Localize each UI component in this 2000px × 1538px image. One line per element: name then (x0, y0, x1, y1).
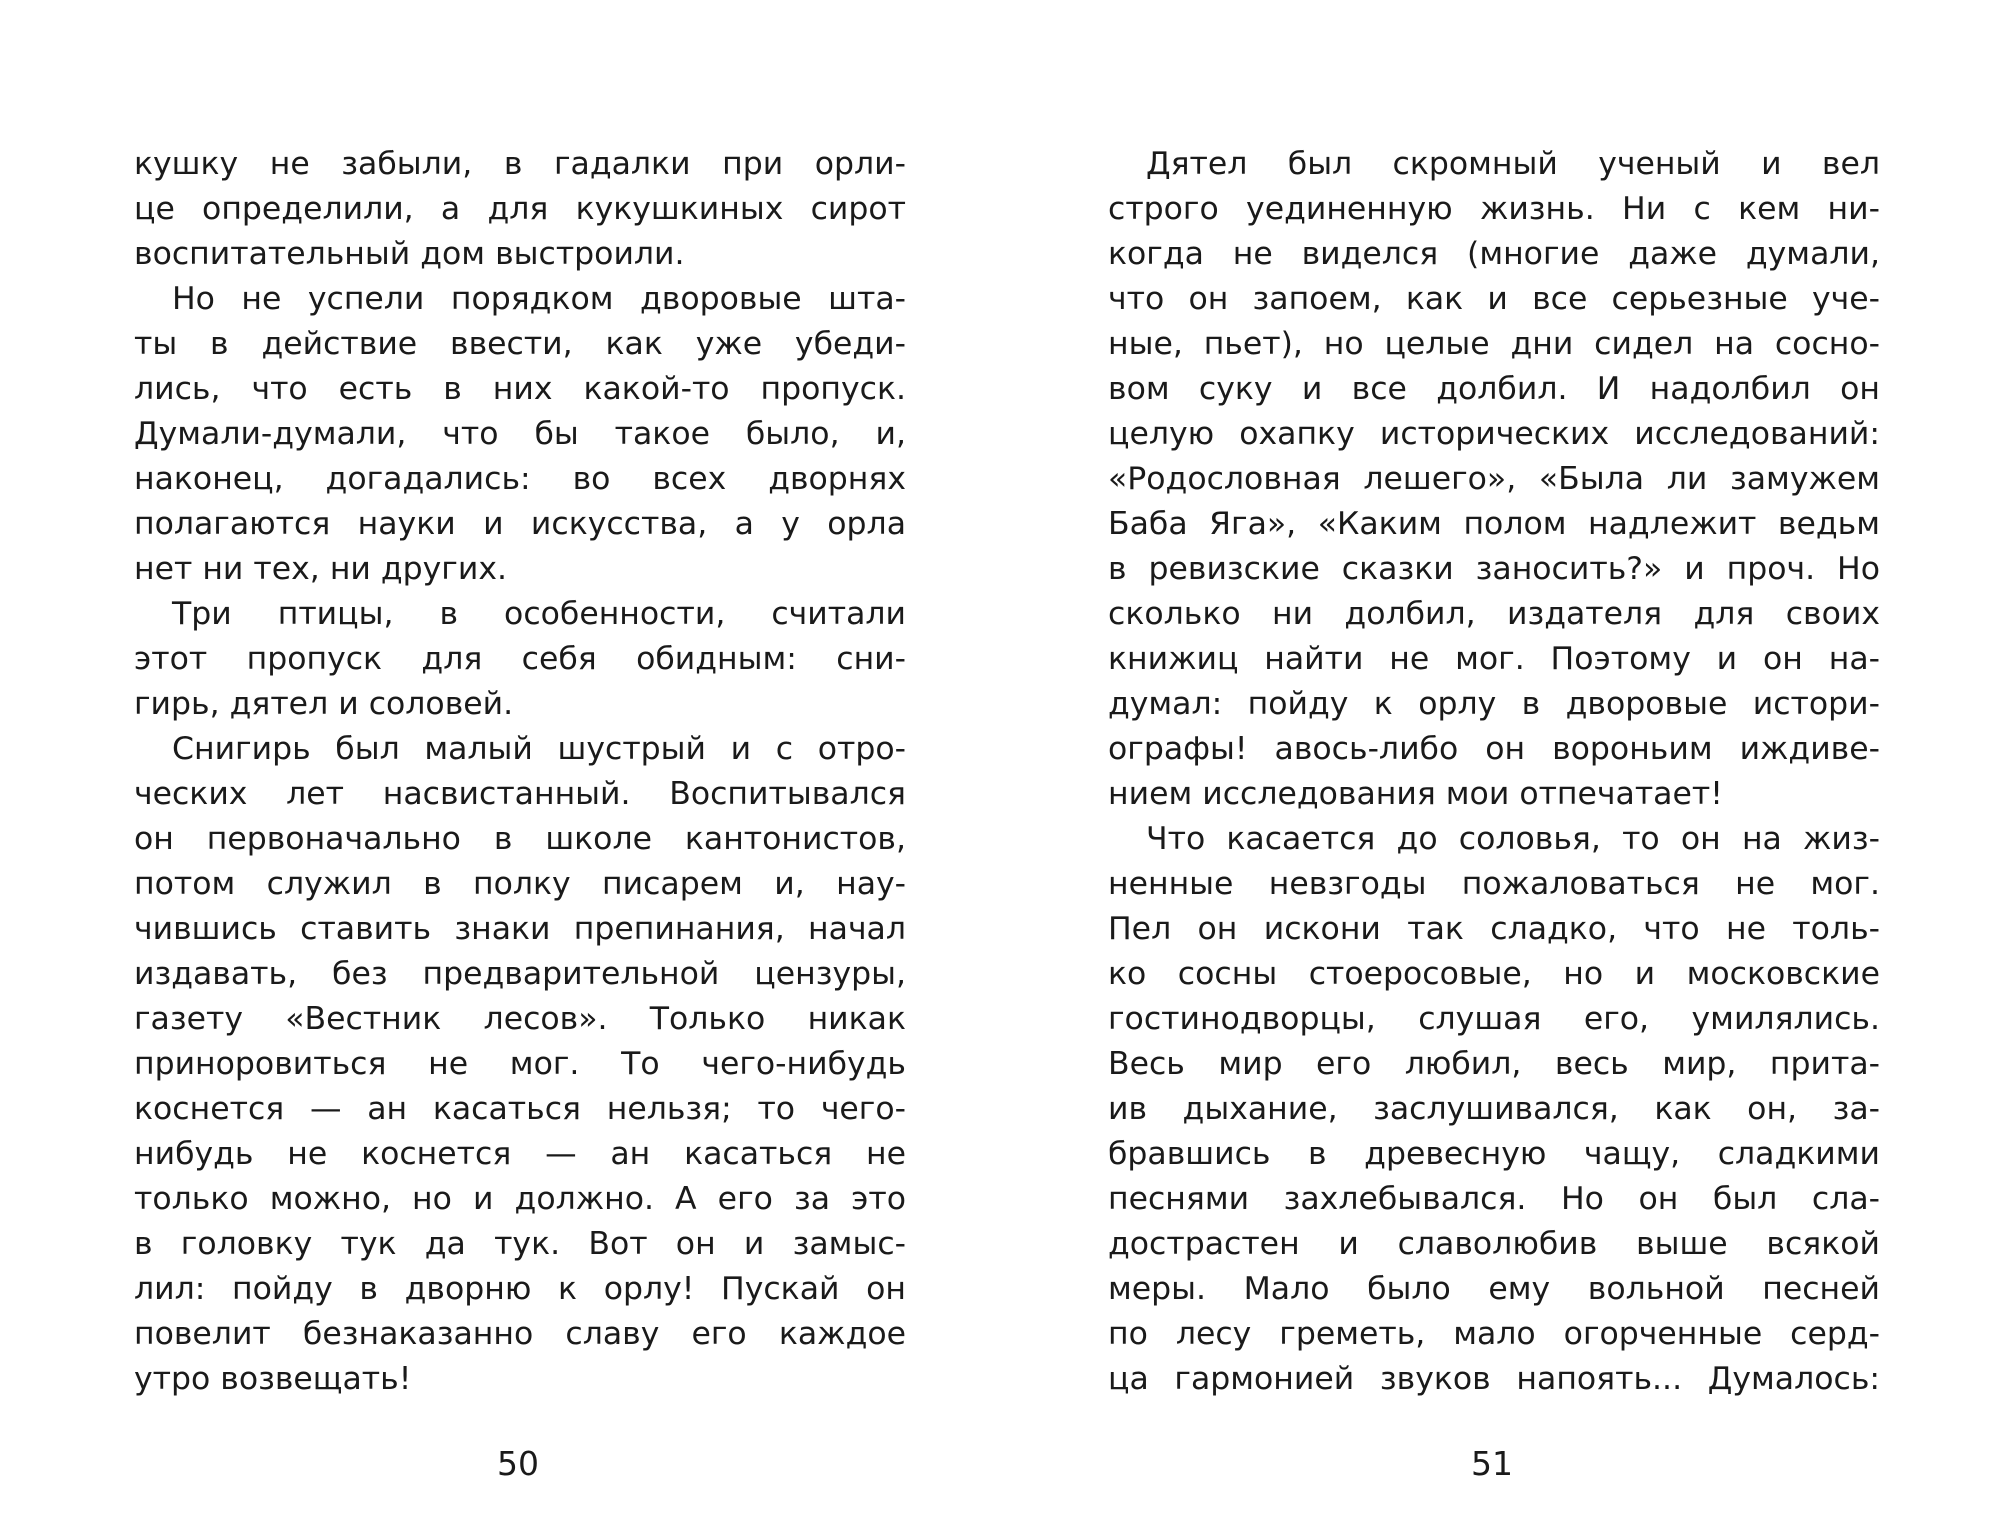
text-line: утро возвещать! (134, 1361, 412, 1397)
text-line: ты в действие ввести, как уже убеди- (134, 326, 906, 362)
text-line: строго уединенную жизнь. Ни с кем ни- (1108, 191, 1880, 227)
left-page (134, 142, 906, 1402)
text-line: нием исследования мои отпечатает! (1108, 776, 1723, 812)
text-line: Думали-думали, что бы такое было, и, (134, 416, 906, 452)
text-line: лил: пойду в дворню к орлу! Пускай он (134, 1271, 906, 1307)
text-line: це определили, а для кукушкиных сирот (134, 191, 906, 227)
text-line: ца гармонией звуков напоять... Думалось: (1108, 1361, 1880, 1397)
text-line: Три птицы, в особенности, считали (172, 596, 906, 632)
text-line: бравшись в древесную чащу, сладкими (1108, 1136, 1880, 1172)
text-line: газету «Вестник лесов». Только никак (134, 1001, 906, 1037)
left-page-number: 50 (497, 1444, 539, 1483)
text-line: ные, пьет), но целые дни сидел на сосно- (1108, 326, 1880, 362)
text-line: ко сосны стоеросовые, но и московские (1108, 956, 1880, 992)
text-line: дострастен и славолюбив выше всякой (1108, 1226, 1880, 1262)
right-page-number: 51 (1471, 1444, 1513, 1483)
text-line: в ревизские сказки заносить?» и проч. Но (1108, 551, 1880, 587)
text-line: гостинодворцы, слушая его, умилялись. (1108, 1001, 1880, 1037)
text-line: ографы! авось-либо он вороньим иждиве- (1108, 731, 1880, 767)
text-line: Что касается до соловья, то он на жиз- (1146, 821, 1880, 857)
text-line: меры. Мало было ему вольной песней (1108, 1271, 1880, 1307)
text-line: Весь мир его любил, весь мир, прита- (1108, 1046, 1880, 1082)
text-line: гирь, дятел и соловей. (134, 686, 514, 722)
text-line: лись, что есть в них какой-то пропуск. (134, 371, 906, 407)
text-line: песнями захлебывался. Но он был сла- (1108, 1181, 1880, 1217)
text-line: этот пропуск для себя обидным: сни- (134, 641, 906, 677)
text-line: сколько ни долбил, издателя для своих (1108, 596, 1880, 632)
text-line: Баба Яга», «Каким полом надлежит ведьм (1108, 506, 1880, 542)
text-line: целую охапку исторических исследований: (1108, 416, 1880, 452)
text-line: нет ни тех, ни других. (134, 551, 507, 587)
text-line: повелит безнаказанно славу его каждое (134, 1316, 906, 1352)
text-line: наконец, догадались: во всех дворнях (134, 461, 906, 497)
text-line: полагаются науки и искусства, а у орла (134, 506, 906, 542)
text-line: коснется — ан касаться нельзя; то чего- (134, 1091, 906, 1127)
text-line: «Родословная лешего», «Была ли замужем (1108, 461, 1880, 497)
text-line: кушку не забыли, в гадалки при орли- (134, 146, 906, 182)
text-line: когда не виделся (многие даже думали, (1108, 236, 1880, 272)
text-line: книжиц найти не мог. Поэтому и он на- (1108, 641, 1880, 677)
text-line: Снигирь был малый шустрый и с отро- (172, 731, 906, 767)
text-line: только можно, но и должно. А его за это (134, 1181, 906, 1217)
text-line: воспитательный дом выстроили. (134, 236, 685, 272)
text-line: что он запоем, как и все серьезные уче- (1108, 281, 1880, 317)
text-line: Пел он искони так сладко, что не толь- (1108, 911, 1880, 947)
text-line: ив дыхание, заслушивался, как он, за- (1108, 1091, 1880, 1127)
text-line: вом суку и все долбил. И надолбил он (1108, 371, 1880, 407)
text-line: ненные невзгоды пожаловаться не мог. (1108, 866, 1880, 902)
text-line: нибудь не коснется — ан касаться не (134, 1136, 906, 1172)
text-line: в головку тук да тук. Вот он и замыс- (134, 1226, 906, 1262)
text-line: Дятел был скромный ученый и вел (1146, 146, 1880, 182)
text-line: потом служил в полку писарем и, нау- (134, 866, 906, 902)
text-line: думал: пойду к орлу в дворовые истори- (1108, 686, 1880, 722)
right-page (1108, 142, 1880, 1402)
text-line: ческих лет насвистанный. Воспитывался (134, 776, 906, 812)
text-line: издавать, без предварительной цензуры, (134, 956, 906, 992)
text-line: приноровиться не мог. То чего-нибудь (134, 1046, 906, 1082)
text-line: Но не успели порядком дворовые шта- (172, 281, 906, 317)
text-line: он первоначально в школе кантонистов, (134, 821, 906, 857)
text-line: чившись ставить знаки препинания, начал (134, 911, 906, 947)
text-line: по лесу греметь, мало огорченные серд- (1108, 1316, 1880, 1352)
